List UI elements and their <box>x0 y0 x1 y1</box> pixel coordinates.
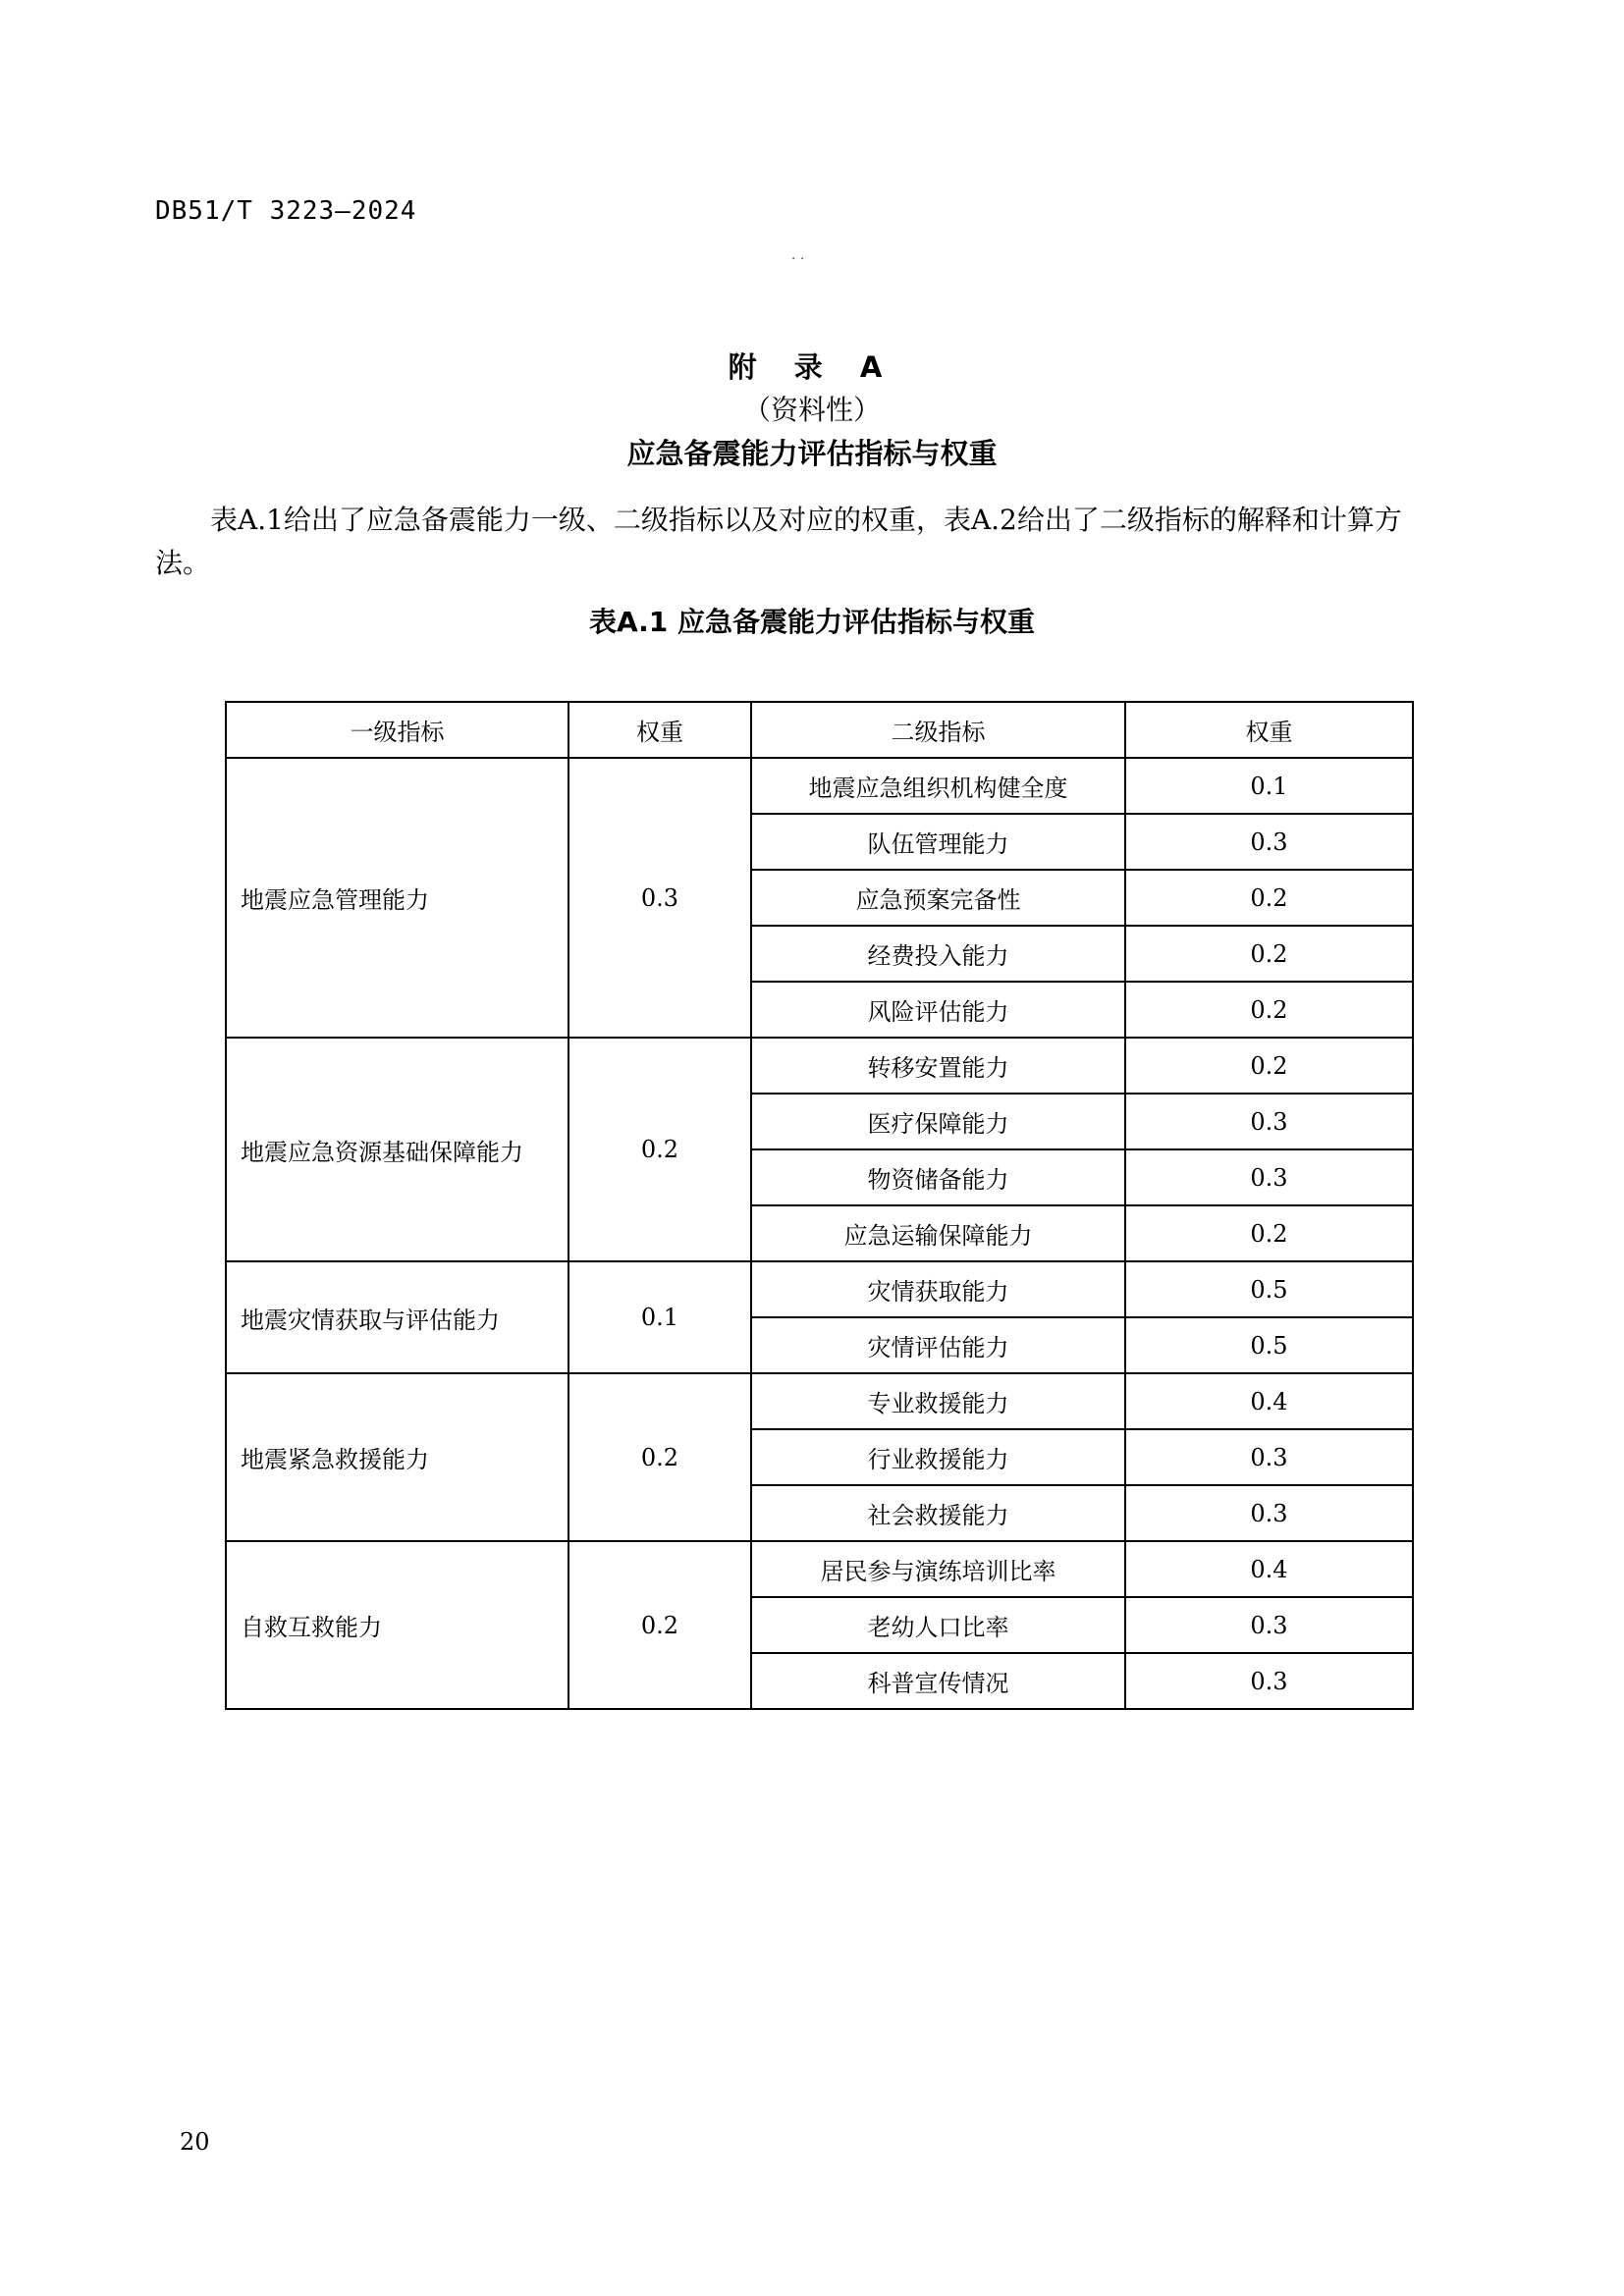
secondary-indicator-cell: 医疗保障能力 <box>751 1094 1125 1149</box>
secondary-indicator-cell: 专业救援能力 <box>751 1373 1125 1429</box>
secondary-weight-cell: 0.3 <box>1125 814 1413 870</box>
secondary-weight-cell: 0.2 <box>1125 870 1413 926</box>
header-marks: · · <box>791 251 805 267</box>
secondary-indicator-cell: 科普宣传情况 <box>751 1653 1125 1709</box>
secondary-indicator-cell: 队伍管理能力 <box>751 814 1125 870</box>
secondary-weight-cell: 0.2 <box>1125 1038 1413 1094</box>
table-row <box>226 1373 1413 1429</box>
secondary-indicator-cell: 物资储备能力 <box>751 1149 1125 1205</box>
primary-indicator-cell: 地震灾情获取与评估能力 <box>226 1261 568 1373</box>
secondary-indicator-cell: 居民参与演练培训比率 <box>751 1541 1125 1597</box>
secondary-indicator-cell: 转移安置能力 <box>751 1038 1125 1094</box>
secondary-weight-cell: 0.3 <box>1125 1485 1413 1541</box>
page-number: 20 <box>180 2128 210 2156</box>
primary-weight-cell: 0.2 <box>568 1541 751 1709</box>
document-code: DB51/T 3223—2024 <box>155 196 417 226</box>
primary-indicator-cell: 地震应急管理能力 <box>226 758 568 1038</box>
table-row <box>226 1038 1413 1094</box>
appendix-nature: （资料性） <box>742 394 881 426</box>
primary-weight-cell: 0.3 <box>568 758 751 1038</box>
primary-indicator-cell: 自救互救能力 <box>226 1541 568 1709</box>
secondary-weight-cell: 0.3 <box>1125 1094 1413 1149</box>
primary-indicator-cell: 地震应急资源基础保障能力 <box>226 1038 568 1261</box>
secondary-weight-cell: 0.3 <box>1125 1149 1413 1205</box>
secondary-weight-cell: 0.3 <box>1125 1597 1413 1653</box>
secondary-indicator-cell: 行业救援能力 <box>751 1429 1125 1485</box>
secondary-weight-cell: 0.2 <box>1125 926 1413 982</box>
weights-table <box>225 701 1414 1710</box>
header-secondary-indicator: 二级指标 <box>751 702 1125 758</box>
primary-weight-cell: 0.2 <box>568 1373 751 1541</box>
secondary-weight-cell: 0.3 <box>1125 1653 1413 1709</box>
header-primary-weight: 权重 <box>568 702 751 758</box>
primary-weight-cell: 0.1 <box>568 1261 751 1373</box>
secondary-weight-cell: 0.5 <box>1125 1317 1413 1373</box>
table-body <box>226 758 1413 1709</box>
secondary-weight-cell: 0.4 <box>1125 1541 1413 1597</box>
appendix-heading: 应急备震能力评估指标与权重 <box>626 437 998 470</box>
primary-weight-cell: 0.2 <box>568 1038 751 1261</box>
secondary-indicator-cell: 经费投入能力 <box>751 926 1125 982</box>
secondary-indicator-cell: 地震应急组织机构健全度 <box>751 758 1125 814</box>
secondary-weight-cell: 0.2 <box>1125 1205 1413 1261</box>
secondary-weight-cell: 0.5 <box>1125 1261 1413 1317</box>
intro-paragraph: 表A.1给出了应急备震能力一级、二级指标以及对应的权重，表A.2给出了二级指标的解释和计算方法。 <box>155 504 1402 579</box>
secondary-indicator-cell: 风险评估能力 <box>751 982 1125 1038</box>
table-row <box>226 758 1413 814</box>
table-header-row <box>226 702 1413 758</box>
secondary-indicator-cell: 应急运输保障能力 <box>751 1205 1125 1261</box>
table-row <box>226 1541 1413 1597</box>
secondary-indicator-cell: 灾情获取能力 <box>751 1261 1125 1317</box>
primary-indicator-cell: 地震紧急救援能力 <box>226 1373 568 1541</box>
secondary-weight-cell: 0.1 <box>1125 758 1413 814</box>
secondary-weight-cell: 0.3 <box>1125 1429 1413 1485</box>
secondary-indicator-cell: 老幼人口比率 <box>751 1597 1125 1653</box>
secondary-weight-cell: 0.4 <box>1125 1373 1413 1429</box>
secondary-indicator-cell: 社会救援能力 <box>751 1485 1125 1541</box>
header-primary-indicator: 一级指标 <box>226 702 568 758</box>
secondary-weight-cell: 0.2 <box>1125 982 1413 1038</box>
table-caption: 表A.1 应急备震能力评估指标与权重 <box>588 606 1036 638</box>
header-secondary-weight: 权重 <box>1125 702 1413 758</box>
secondary-indicator-cell: 灾情评估能力 <box>751 1317 1125 1373</box>
table-row <box>226 1261 1413 1317</box>
secondary-indicator-cell: 应急预案完备性 <box>751 870 1125 926</box>
appendix-title: 附 录 A <box>728 350 896 384</box>
